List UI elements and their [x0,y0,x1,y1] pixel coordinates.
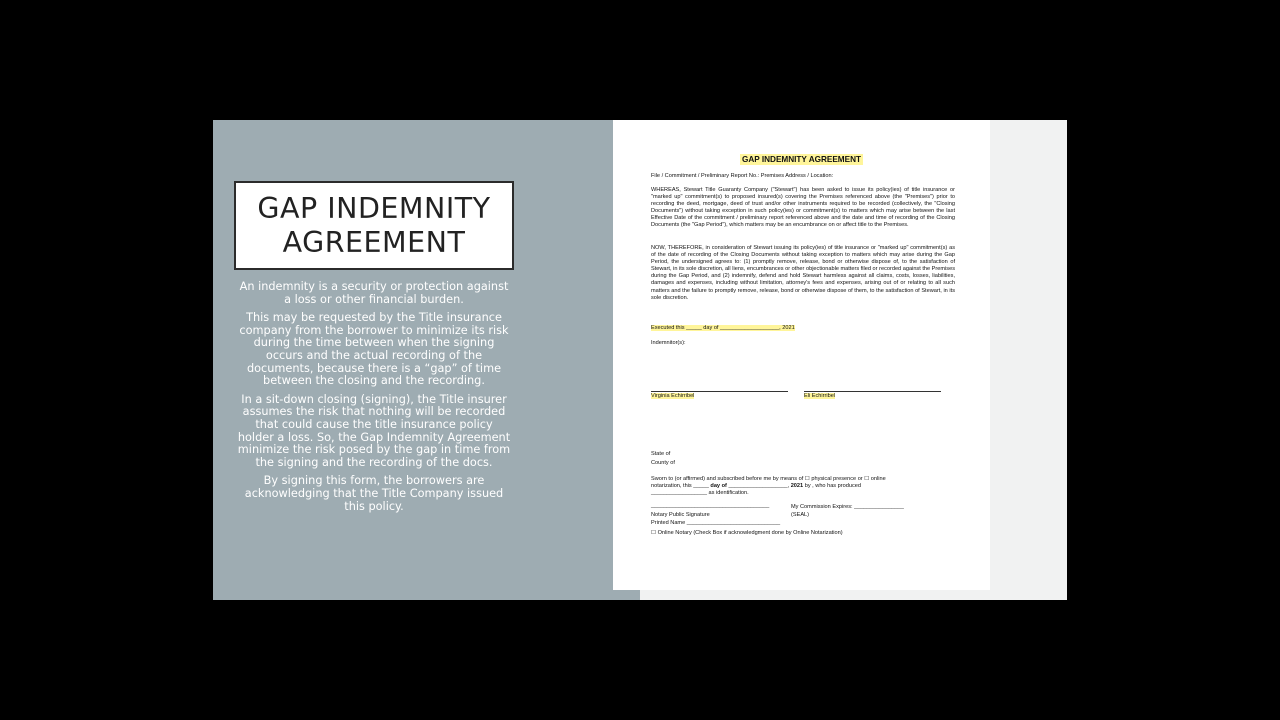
slide-panel-strip [613,590,640,600]
now-therefore-paragraph: NOW, THEREFORE, in consideration of Stewart issuing its policy(ies) of title insurance or "marked up" commitment(s) as of the date of recording of the Closing Documents without taking exception to matters which may arise during the Gap Period, the undersigned agrees to: (1) promptly remove, release, bond or otherwise dispose of, to the satisfaction of Stewart, in its sole discretion, all liens, encumbrances or other objectionable matters filed or recorded against the Premises during the Gap Period, and (2) indemnify, defend and hold Stewart harmless against all claims, costs, losses, liabilities, damages and expenses, including without limitation, attorney's fees and expenses, arising out of or relating to all such matters and the failure to promptly remove, release, bond or otherwise dispose of them, to the satisfaction of Stewart, in its sole discretion. [651,245,955,301]
notary-signature-label: Notary Public Signature [651,512,710,518]
sworn-line-2: notarization, this _____ day of ___________________, 2021 by , who has produced [651,483,861,489]
online-notary-checkbox-line: ☐ Online Notary (Check Box if acknowledgment done by Online Notarization) [651,530,843,536]
commission-expires: My Commission Expires: ________________ [791,504,904,510]
signer-name-2: Eli Echirribel [804,393,836,399]
sworn-line-1: Sworn to (or affirmed) and subscribed before me by means of ☐ physical presence or ☐ online [651,476,886,482]
slide-title-box [234,181,514,270]
printed-name-line: Printed Name ______________________________ [651,520,781,526]
sworn-line-3: __________________ as identification. [651,490,749,496]
executed-line: Executed this _____ day of ___________________, 2021 [651,325,795,331]
signature-line-2 [804,391,941,392]
slide-left-panel [213,120,640,600]
state-label: State of [651,451,671,457]
presentation-slide [213,120,1067,600]
signer-name-1: Virginia Echirribel [651,393,695,399]
signature-line-1 [651,391,788,392]
slide-title-line-2: AGREEMENT [282,225,466,259]
slide-paragraph-definition: An indemnity is a security or protection against a loss or other financial burden. [239,280,509,306]
document-title: GAP INDEMNITY AGREEMENT [741,155,862,164]
document-page [613,120,990,590]
whereas-paragraph: WHEREAS, Stewart Title Guaranty Company ("Stewart") has been asked to issue its policy(ies) of title insurance or "marked up" commitment(s) to proposed insured(s) covering the Premises referenced above (the "Premises") prior to recording the deed, mortgage, deed of trust and/or other instruments required to be recorded (collectively, the "Closing Documents") without taking exception in such policy(ies) or commitment(s) to matters which may arise between the last Effective Date of the commitment / preliminary report referenced above and the date and time of recording of the Closing Documents (the "Gap Period"), which matters may be an encumbrance on or affect title to the Premises. [651,187,955,229]
indemnitors-label: Indemnitor(s): [651,340,686,346]
slide-body-text [237,281,511,519]
notary-signature-line: ______________________________________ [651,503,770,509]
slide-title-line-1: GAP INDEMNITY [257,191,491,225]
slide-paragraph-risk: In a sit-down closing (signing), the Title insurer assumes the risk that nothing will be recorded that could cause the title insurance policy holder a loss. So, the Gap Indemnity Agreement minimize the risk posed by the gap in time from the signing and the recording of the docs. [237,392,511,469]
file-line: File / Commitment / Preliminary Report No.: Premises Address / Location: [651,173,834,179]
seal-label: (SEAL) [791,512,810,518]
county-label: County of [651,460,675,466]
slide-paragraph-purpose: This may be requested by the Title insurance company from the borrower to minimize its risk during the time between when the signing occurs and the actual recording of the documents, because there is a “gap” of time between the closing and the recording. [239,311,509,388]
slide-paragraph-acknowledgment: By signing this form, the borrowers are acknowledging that the Title Company issued this policy. [244,474,504,513]
